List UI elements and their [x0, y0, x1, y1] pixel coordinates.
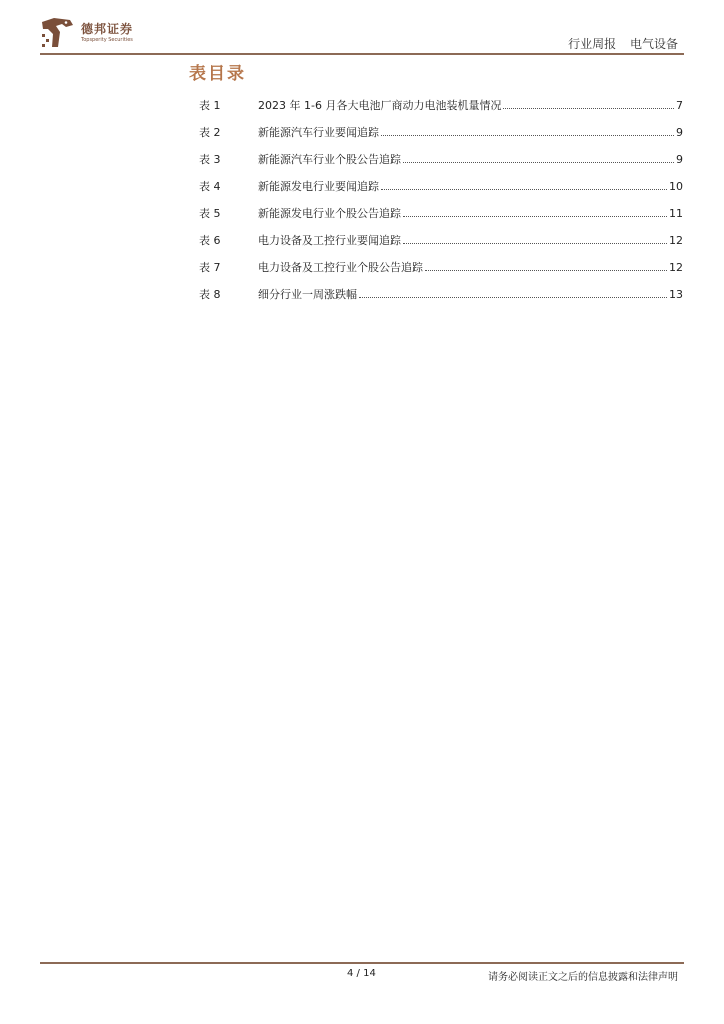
- toc-item[interactable]: [199, 259, 683, 286]
- footer-disclaimer: 请务必阅读正文之后的信息披露和法律声明: [488, 972, 678, 983]
- report-meta: [568, 35, 678, 52]
- logo-text-en: Topsperity Securities: [81, 37, 133, 43]
- toc-list: [199, 97, 683, 313]
- company-logo: [40, 16, 150, 50]
- toc-leader-dots: [403, 162, 674, 163]
- toc-item[interactable]: [199, 151, 683, 178]
- toc-item-number: 表 7: [199, 261, 221, 274]
- toc-item-label: 新能源汽车行业要闻追踪: [258, 126, 379, 139]
- toc-item-page: 10: [669, 180, 683, 193]
- toc-item-label: 细分行业一周涨跌幅: [258, 288, 357, 301]
- toc-item[interactable]: [199, 286, 683, 313]
- toc-item-number: 表 6: [199, 234, 221, 247]
- toc-item-page: 9: [676, 126, 683, 139]
- toc-item-number: 表 4: [199, 180, 221, 193]
- toc-item-label: 2023 年 1-6 月各大电池厂商动力电池装机量情况: [258, 99, 502, 112]
- toc-leader-dots: [381, 189, 667, 190]
- report-type: 行业周报: [568, 37, 617, 51]
- toc-leader-dots: [425, 270, 667, 271]
- logo-text-cn: 德邦证券: [81, 22, 134, 36]
- toc-item-number: 表 3: [199, 153, 221, 166]
- toc-item[interactable]: [199, 205, 683, 232]
- toc-item-label: 新能源发电行业个股公告追踪: [258, 207, 401, 220]
- toc-item[interactable]: [199, 232, 683, 259]
- toc-item-page: 9: [676, 153, 683, 166]
- toc-leader-dots: [403, 216, 667, 217]
- toc-item[interactable]: [199, 97, 683, 124]
- toc-leader-dots: [403, 243, 667, 244]
- toc-title: 表目录: [189, 64, 246, 84]
- page-number: 4 / 14: [347, 968, 376, 979]
- footer-divider: [40, 962, 684, 964]
- toc-leader-dots: [359, 297, 667, 298]
- logo-mark-icon: [40, 16, 74, 50]
- toc-item-number: 表 5: [199, 207, 221, 220]
- toc-item-number: 表 1: [199, 99, 221, 112]
- industry-name: 电气设备: [629, 37, 678, 51]
- toc-item-label: 新能源发电行业要闻追踪: [258, 180, 379, 193]
- toc-leader-dots: [503, 108, 674, 109]
- toc-item-label: 新能源汽车行业个股公告追踪: [258, 153, 401, 166]
- toc-item[interactable]: [199, 178, 683, 205]
- toc-item-page: 12: [669, 261, 683, 274]
- toc-item-number: 表 2: [199, 126, 221, 139]
- toc-item-page: 13: [669, 288, 683, 301]
- toc-item-label: 电力设备及工控行业要闻追踪: [258, 234, 401, 247]
- toc-item-page: 12: [669, 234, 683, 247]
- toc-item-number: 表 8: [199, 288, 221, 301]
- toc-item-page: 7: [676, 99, 683, 112]
- toc-leader-dots: [381, 135, 674, 136]
- toc-item[interactable]: [199, 124, 683, 151]
- toc-item-page: 11: [669, 207, 683, 220]
- header-divider: [40, 53, 684, 55]
- toc-item-label: 电力设备及工控行业个股公告追踪: [258, 261, 423, 274]
